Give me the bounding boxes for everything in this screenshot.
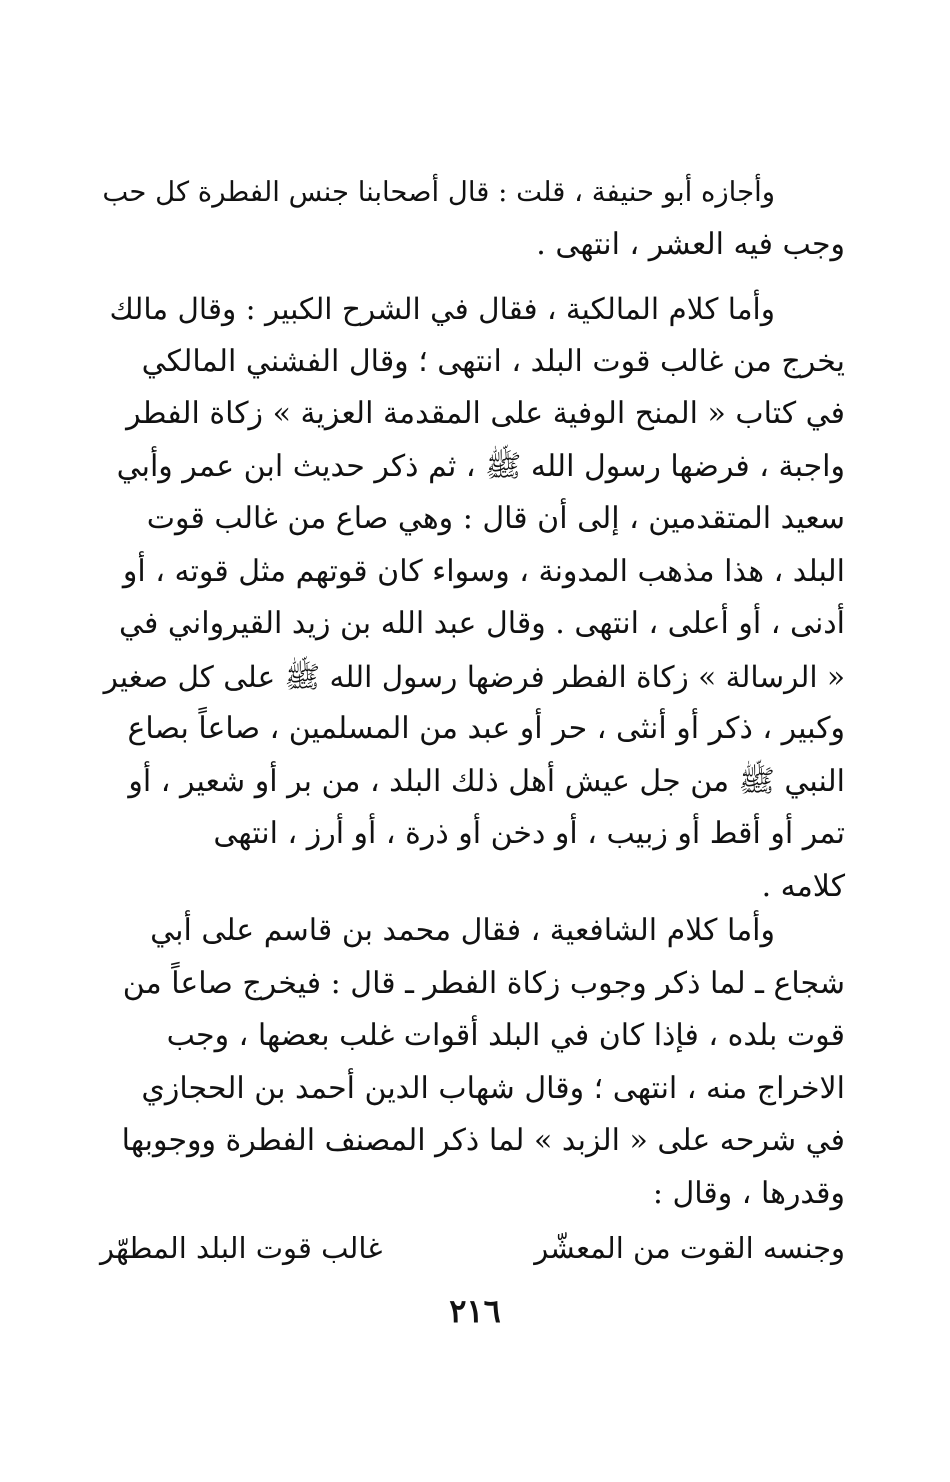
text-line: شجاع ـ لما ذكر وجوب زكاة الفطر ـ قال : فيخرج صاعاً من <box>122 965 845 1001</box>
text-line: « الرسالة » زكاة الفطر فرضها رسول الله ﷺ على كل صغير <box>103 659 845 694</box>
text-line: الاخراج منه ، انتهى ؛ وقال شهاب الدين أحمد بن الحجازي <box>141 1070 845 1106</box>
text-line: وجب فيه العشر ، انتهى . <box>536 226 845 262</box>
text-line: واجبة ، فرضها رسول الله ﷺ ، ثم ذكر حديث ابن عمر وأبي <box>116 448 845 484</box>
text-line: وأما كلام الشافعية ، فقال محمد بن قاسم على أبي <box>150 913 775 948</box>
text-line: يخرج من غالب قوت البلد ، انتهى ؛ وقال الفشني المالكي <box>141 343 845 379</box>
text-line: سعيد المتقدمين ، إلى أن قال : وهي صاع من غالب قوت <box>146 501 845 536</box>
paragraph-2 <box>100 283 845 913</box>
text-line: في كتاب « المنح الوفية على المقدمة العزية » زكاة الفطر <box>126 396 845 431</box>
page-number: ٢١٦ <box>449 1292 501 1330</box>
verse-second-hemistich: غالب قوت البلد المطهّر <box>100 1231 383 1265</box>
text-line: في شرحه على « الزبد » لما ذكر المصنف الفطرة ووجوبها <box>121 1123 845 1158</box>
text-line: قوت بلده ، فإذا كان في البلد أقوات غلب بعضها ، وجب <box>166 1018 845 1053</box>
paragraph-1 <box>100 166 845 271</box>
text-line: وأجازه أبو حنيفة ، قلت : قال أصحابنا جنس الفطرة كل حب <box>102 176 775 208</box>
paragraph-3 <box>100 905 845 1220</box>
text-line: وأما كلام المالكية ، فقال في الشرح الكبير : وقال مالك <box>109 292 775 326</box>
text-line: النبي ﷺ من جل عيش أهل ذلك البلد ، من بر أو شعير ، أو <box>128 763 845 799</box>
poetry-verse <box>100 1222 845 1274</box>
text-line: كلامه . <box>761 868 845 904</box>
text-line: تمر أو أقط أو زبيب ، أو دخن أو ذرة ، أو أرز ، انتهى <box>213 816 845 851</box>
verse-first-hemistich: وجنسه القوت من المعشّر <box>534 1231 845 1265</box>
text-line: وكبير ، ذكر أو أنثى ، حر أو عبد من المسلمين ، صاعاً بصاع <box>127 711 845 746</box>
text-line: أدنى ، أو أعلى ، انتهى . وقال عبد الله بن زيد القيرواني في <box>119 606 845 641</box>
text-line: البلد ، هذا مذهب المدونة ، وسواء كان قوتهم مثل قوته ، أو <box>122 553 845 589</box>
text-line: وقدرها ، وقال : <box>652 1175 845 1211</box>
